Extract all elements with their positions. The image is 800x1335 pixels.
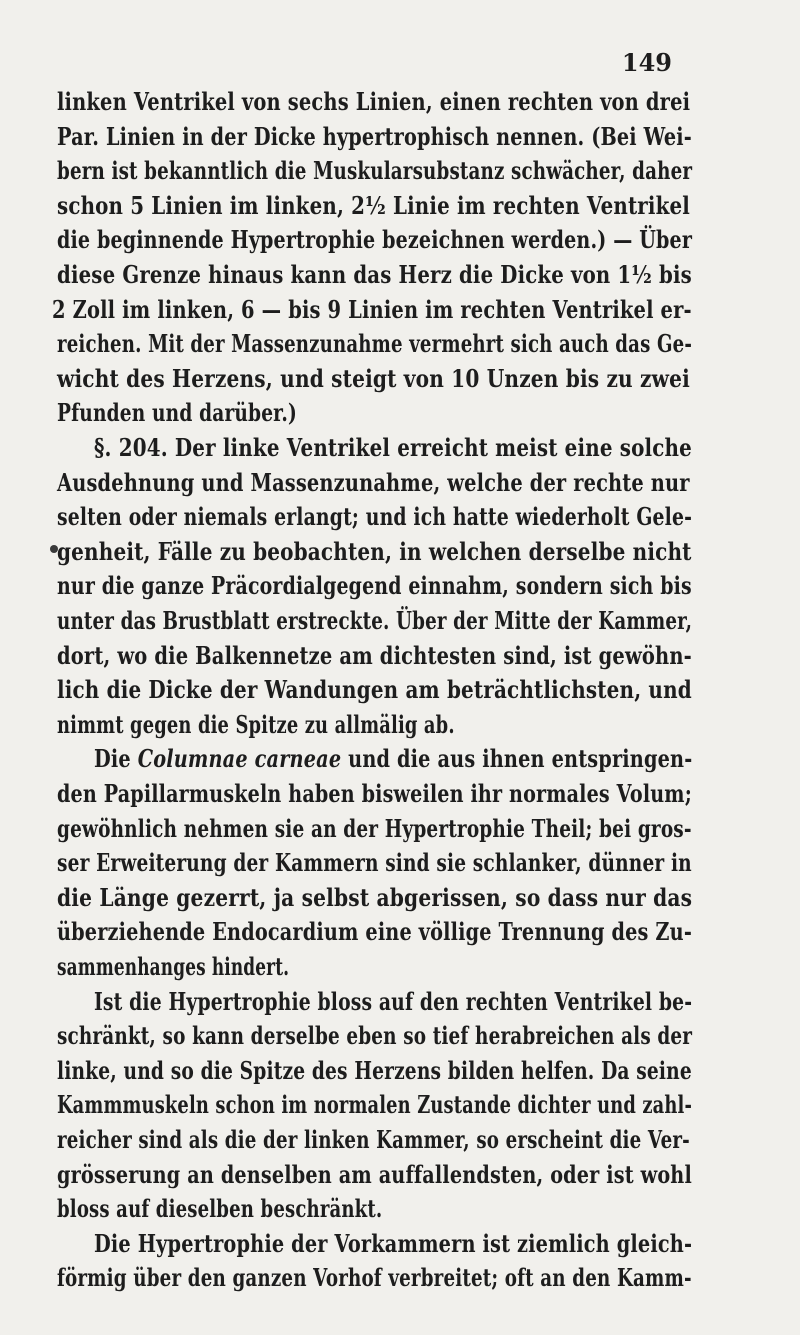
text-line: genheit, Fälle zu beobachten, in welchen derselbe nicht bbox=[57, 536, 692, 566]
text-line: die beginnende Hypertrophie bezeichnen werden.) — Über bbox=[57, 225, 693, 255]
text-line: unter das Brustblatt erstreckte. Über der Mitte der Kammer, bbox=[57, 606, 693, 635]
text-line: bern ist bekanntlich die Muskularsubstanz schwächer, daher bbox=[57, 156, 693, 186]
text-line: schränkt, so kann derselbe eben so tief herabreichen als der bbox=[57, 1021, 693, 1051]
text-line: dort, wo die Balkennetze am dichtesten sind, ist gewöhn- bbox=[57, 640, 692, 670]
text-line: Kammmuskeln schon im normalen Zustande dichter und zahl- bbox=[57, 1090, 693, 1120]
text-line: schon 5 Linien im linken, 2½ Linie im rechten Ventrikel bbox=[57, 190, 690, 220]
text-line: sammenhanges hindert. bbox=[57, 952, 290, 981]
text-line: den Papillarmuskeln haben bisweilen ihr normales Volum; bbox=[57, 779, 692, 808]
text-line: Die Hypertrophie der Vorkammern ist ziemlich gleich- bbox=[94, 1228, 693, 1258]
text-line: reicher sind als die der linken Kammer, so erscheint die Ver- bbox=[57, 1125, 690, 1154]
text-line: lich die Dicke der Wandungen am beträchtlichsten, und bbox=[57, 675, 692, 705]
text-line: Pfunden und darüber.) bbox=[57, 398, 298, 428]
page-number: 149 bbox=[621, 48, 672, 77]
text-line: nimmt gegen die Spitze zu allmälig ab. bbox=[57, 709, 455, 739]
text-line: überziehende Endocardium eine völlige Trennung des Zu- bbox=[57, 917, 692, 947]
text-line: 2 Zoll im linken, 6 — bis 9 Linien im rechten Ventrikel er- bbox=[52, 294, 692, 324]
text-line: grösserung an denselben am auffallendsten, oder ist wohl bbox=[57, 1159, 692, 1189]
text-segment: Die bbox=[94, 744, 138, 774]
text-line: Ausdehnung und Massenzunahme, welche der rechte nur bbox=[57, 467, 690, 497]
text-line: diese Grenze hinaus kann das Herz die Dicke von 1½ bis bbox=[57, 260, 692, 289]
text-line bbox=[94, 745, 692, 773]
text-line: Ist die Hypertrophie bloss auf den rechten Ventrikel be- bbox=[94, 986, 693, 1016]
text-line: die Länge gezerrt, ja selbst abgerissen, so dass nur das bbox=[57, 882, 693, 912]
text-line: förmig über den ganzen Vorhof verbreitet; oft an den Kamm- bbox=[57, 1263, 692, 1293]
text-line: selten oder niemals erlangt; und ich hatte wiederholt Gele- bbox=[57, 502, 693, 532]
text-line: §. 204. Der linke Ventrikel erreicht meist eine solche bbox=[94, 433, 692, 462]
text-line: gewöhnlich nehmen sie an der Hypertrophie Theil; bei gros- bbox=[57, 813, 692, 843]
text-segment: und die aus ihnen entspringen- bbox=[341, 744, 693, 774]
text-line: Par. Linien in der Dicke hypertrophisch nennen. (Bei Wei- bbox=[57, 121, 692, 151]
text-line: linke, und so die Spitze des Herzens bilden helfen. Da seine bbox=[57, 1055, 692, 1085]
text-line: ser Erweiterung der Kammern sind sie schlanker, dünner in bbox=[57, 848, 692, 878]
text-line: wicht des Herzens, und steigt von 10 Unzen bis zu zwei bbox=[57, 363, 690, 393]
text-line: reichen. Mit der Massenzunahme vermehrt sich auch das Ge- bbox=[57, 329, 693, 359]
italic-term: Columnae carneae bbox=[137, 744, 342, 774]
text-line: linken Ventrikel von sechs Linien, einen rechten von drei bbox=[57, 87, 691, 116]
text-line: bloss auf dieselben beschränkt. bbox=[57, 1194, 383, 1224]
text-line: nur die ganze Präcordialgegend einnahm, sondern sich bis bbox=[57, 571, 692, 601]
